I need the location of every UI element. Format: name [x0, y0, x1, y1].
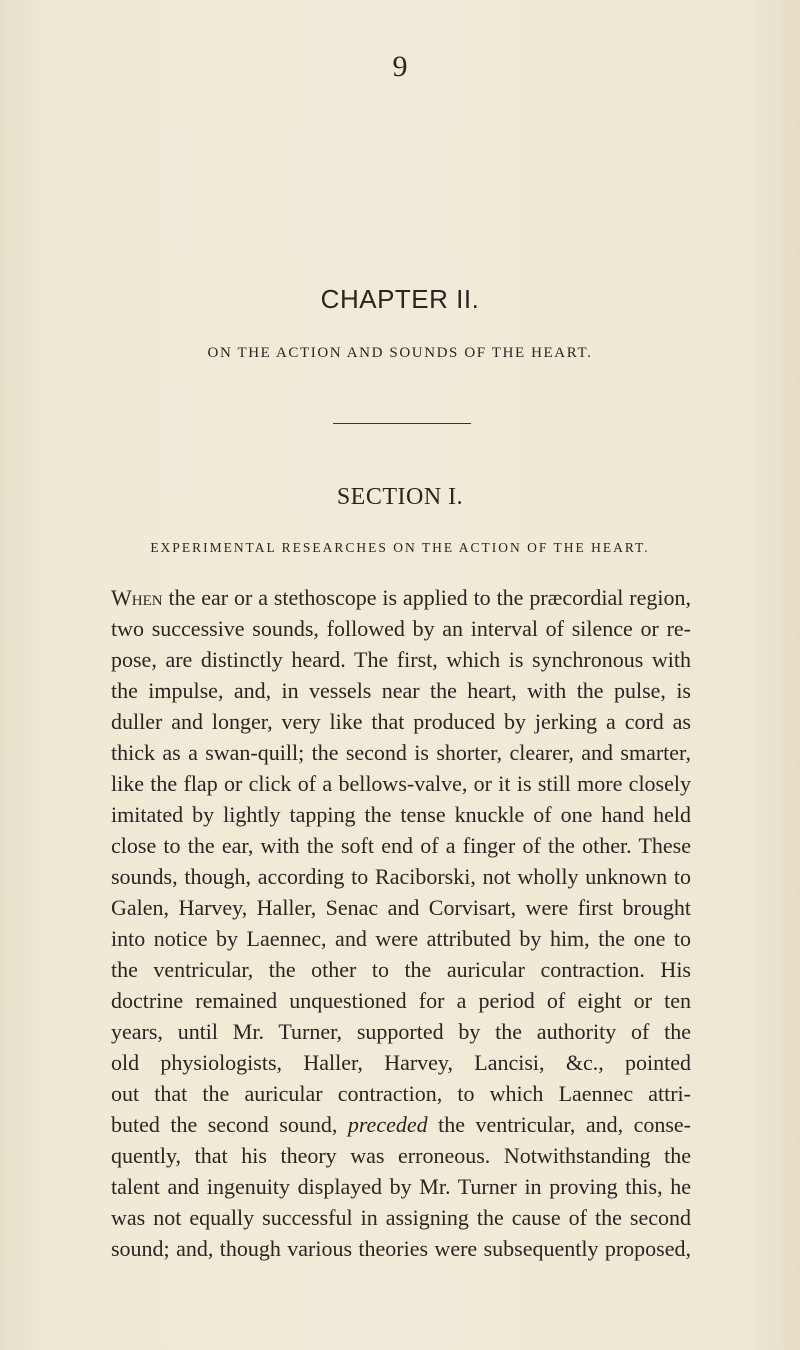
paragraph-line: sounds, though, according to Raciborski, not wholly unknown to [111, 864, 691, 889]
paragraph-line: into notice by Laennec, and were attributed by him, the one to [111, 926, 691, 951]
paragraph-line: imitated by lightly tapping the tense knuckle of one hand held [111, 802, 691, 827]
body-paragraph [111, 582, 691, 1264]
paragraph-line: the impulse, and, in vessels near the heart, with the pulse, is [111, 678, 691, 703]
first-word: When [111, 585, 163, 610]
paragraph-line: pose, are distinctly heard. The first, which is synchronous with [111, 647, 691, 672]
paragraph-line: Galen, Harvey, Haller, Senac and Corvisart, were first brought [111, 895, 691, 920]
paragraph-line: doctrine remained unquestioned for a period of eight or ten [111, 988, 691, 1013]
paragraph-line: quently, that his theory was erroneous. Notwithstanding the [111, 1143, 691, 1168]
paragraph-line: like the flap or click of a bellows-valve, or it is still more closely [111, 771, 691, 796]
paragraph-line: was not equally successful in assigning the cause of the second [111, 1205, 691, 1230]
paragraph-line: duller and longer, very like that produced by jerking a cord as [111, 709, 691, 734]
section-divider [333, 423, 471, 424]
paragraph-line: old physiologists, Haller, Harvey, Lancisi, &c., pointed [111, 1050, 691, 1075]
paragraph-line: two successive sounds, followed by an interval of silence or re- [111, 616, 691, 641]
italic-word: preceded [347, 1112, 428, 1137]
chapter-subtitle: ON THE ACTION AND SOUNDS OF THE HEART. [207, 345, 593, 361]
paragraph-line: sound; and, though various theories were subsequently proposed, [111, 1236, 691, 1261]
chapter-title: CHAPTER II. [320, 284, 480, 314]
paragraph-line: years, until Mr. Turner, supported by the authority of the [111, 1019, 691, 1044]
paragraph-line: the ventricular, the other to the auricular contraction. His [111, 957, 691, 982]
section-title: SECTION I. [336, 484, 464, 510]
paragraph-line: When the ear or a stethoscope is applied to the præcordial region, [111, 585, 691, 610]
paragraph-line: thick as a swan-quill; the second is shorter, clearer, and smarter, [111, 740, 691, 765]
section-subtitle: EXPERIMENTAL RESEARCHES ON THE ACTION OF THE HEART. [150, 540, 650, 555]
paragraph-line: talent and ingenuity displayed by Mr. Turner in proving this, he [111, 1174, 691, 1199]
paragraph-line: buted the second sound, preceded the ventricular, and, conse- [111, 1112, 691, 1137]
paragraph-line: close to the ear, with the soft end of a finger of the other. These [111, 833, 691, 858]
paragraph-line: out that the auricular contraction, to which Laennec attri- [111, 1081, 691, 1106]
page-number: 9 [392, 50, 408, 83]
